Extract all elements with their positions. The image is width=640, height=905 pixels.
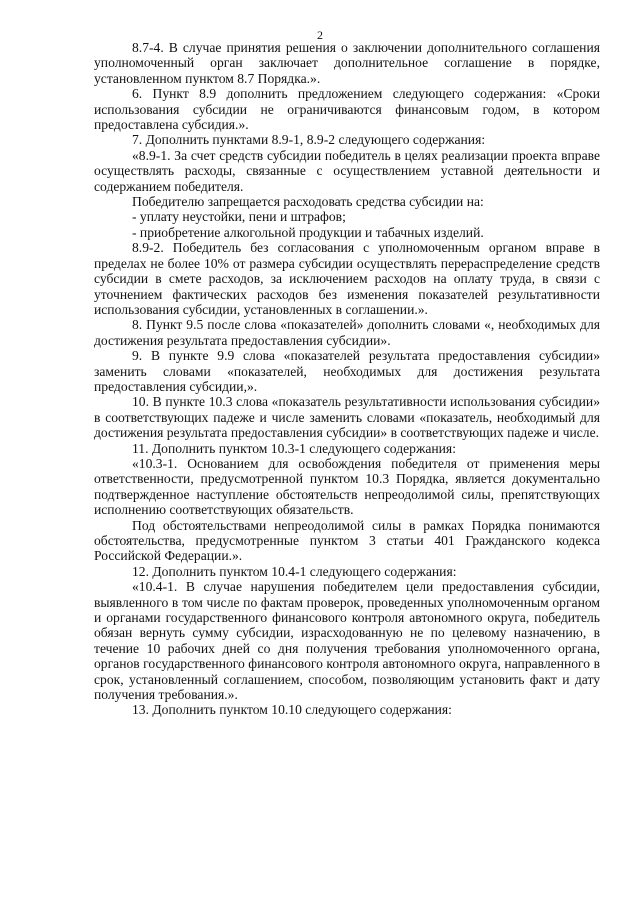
page-number: 2	[317, 28, 323, 42]
paragraph-item-10: 10. В пункте 10.3 слова «показатель результативности использования субсидии» в соответствующих падеже и числе заменить словами «показатель, необходимый для достижения результата предоставления субсидии» в соответствующих падеже и числе.	[94, 394, 600, 441]
paragraph-item-11: 11. Дополнить пунктом 10.3-1 следующего содержания:	[132, 440, 456, 456]
paragraph-item-13: 13. Дополнить пунктом 10.10 следующего содержания:	[132, 702, 452, 718]
paragraph-item-7: 7. Дополнить пунктами 8.9-1, 8.9-2 следующего содержания:	[132, 132, 486, 148]
paragraph-prohibition: Победителю запрещается расходовать средства субсидии на:	[132, 194, 484, 210]
paragraph-item-9: 9. В пункте 9.9 слова «показателей результата предоставления субсидии» заменить словами «показателей, необходимых для достижения результата предоставления субсидии,».	[94, 348, 600, 394]
paragraph-10-3-1: «10.3-1. Основанием для освобождения победителя от применения меры ответственности, предусмотренной пунктом 10.3 Порядка, является документально подтвержденное наступление обстоятельств непреодолимой силы, препятствующих исполнению соответствующих обязательств.	[94, 455, 600, 518]
paragraph-force-majeure: Под обстоятельствами непреодолимой силы в рамках Порядка понимаются обстоятельства, предусмотренные пунктом 3 статьи 401 Гражданского кодекса Российской Федерации.».	[94, 517, 600, 564]
document-body	[94, 40, 600, 718]
list-item-alcohol-tobacco: - приобретение алкогольной продукции и табачных изделий.	[132, 224, 484, 240]
paragraph-8-9-1: «8.9-1. За счет средств субсидии победитель в целях реализации проекта вправе осуществлять расходы, связанные с осуществлением уставной деятельности и содержанием победителя.	[94, 147, 600, 194]
paragraph-item-8: 8. Пункт 9.5 после слова «показателей» дополнить словами «, необходимых для достижения результата предоставления субсидии».	[94, 317, 600, 348]
paragraph-8-9-2: 8.9-2. Победитель без согласования с уполномоченным органом вправе в пределах не более 10% от размера субсидии осуществлять перераспределение средств субсидии в смете расходов, за исключением расходов на оплату труда, в связи с уточнением фактических расходов без изменения показателей результативности использования субсидии, установленных в соглашении.».	[94, 240, 600, 317]
paragraph-10-4-1: «10.4-1. В случае нарушения победителем цели предоставления субсидии, выявленного в том числе по фактам проверок, проведенных уполномоченным органом и органами государственного финансового контроля автономного округа, победитель обязан вернуть сумму субсидии, израсходованную не по целевому назначению, в течение 10 рабочих дней со дня получения требования уполномоченного органа, органов государственного финансового контроля автономного округа, направленного в срок, установленный соглашением, способом, позволяющим установить факт и дату получения требования.».	[94, 579, 600, 703]
paragraph-item-6: 6. Пункт 8.9 дополнить предложением следующего содержания: «Сроки использования субсидии не ограничиваются финансовым годом, в котором предоставлена субсидия.».	[94, 86, 600, 133]
paragraph-item-12: 12. Дополнить пунктом 10.4-1 следующего содержания:	[132, 563, 457, 579]
list-item-penalties: - уплату неустойки, пени и штрафов;	[132, 209, 346, 225]
paragraph-8-7-4: 8.7-4. В случае принятия решения о заключении дополнительного соглашения уполномоченный орган заключает дополнительное соглашение в порядке, установленном пунктом 8.7 Порядка.».	[94, 40, 600, 86]
